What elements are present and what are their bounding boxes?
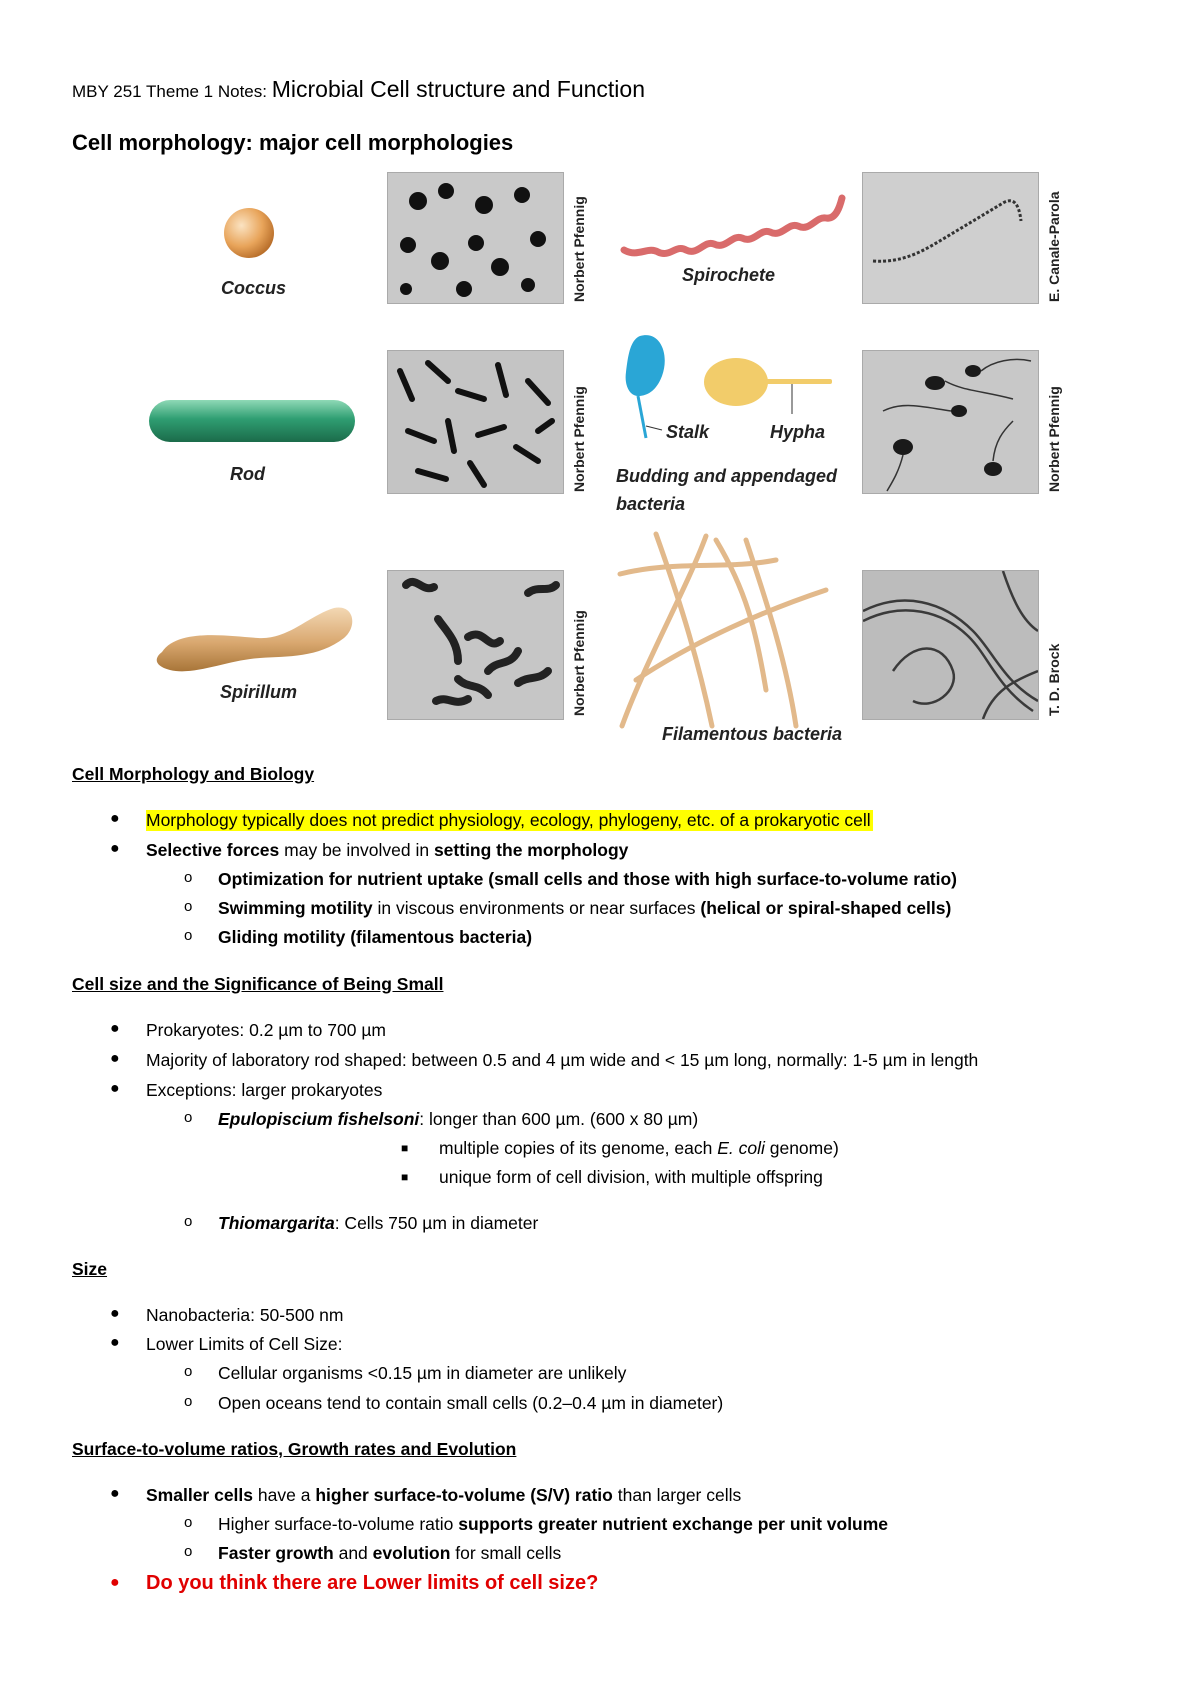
bold-span: setting the morphology	[433, 840, 629, 860]
section-heading-cell-size: Cell size and the Significance of Being Small	[72, 974, 444, 994]
s4-sub-2: o Faster growth and evolution for small cells	[184, 1543, 562, 1563]
text-span: genome)	[764, 1138, 839, 1158]
text-span: : longer than 600 µm. (600 x 80 µm)	[419, 1109, 699, 1129]
s4-bullet-1: ● Smaller cells have a higher surface-to-volume (S/V) ratio than larger cells	[110, 1485, 742, 1505]
text-span: Higher surface-to-volume ratio	[218, 1514, 459, 1534]
spirochete-label: Spirochete	[682, 265, 776, 285]
s3-bullet-2: ● Lower Limits of Cell Size:	[110, 1334, 343, 1354]
s2-bullet-2: ● Majority of laboratory rod shaped: between 0.5 and 4 µm wide and < 15 µm long, normally: 1-5 µm in length	[110, 1050, 979, 1070]
title-main: Microbial Cell structure and Function	[271, 76, 645, 102]
filamentous-illustration	[616, 530, 836, 730]
s2-bullet-1: ● Prokaryotes: 0.2 µm to 700 µm	[110, 1020, 386, 1040]
section-subtitle: Cell morphology: major cell morphologies	[72, 130, 514, 155]
text-span: Open oceans tend to contain small cells (0.2–0.4 µm in diameter)	[218, 1393, 724, 1413]
text-span: may be involved in	[279, 840, 434, 860]
s1-sub-3: o Gliding motility (filamentous bacteria)	[184, 927, 533, 947]
budding-label-line2: bacteria	[616, 494, 686, 514]
s1-sub-1: o Optimization for nutrient uptake (small cells and those with high surface-to-volume ratio)	[184, 869, 957, 889]
s3-sub-1: o Cellular organisms <0.15 µm in diameter are unlikely	[184, 1363, 627, 1383]
text-span: Nanobacteria: 50-500 nm	[146, 1305, 344, 1325]
coccus-credit: Norbert Pfennig	[571, 196, 587, 302]
s1-bullet-1: ● Morphology typically does not predict physiology, ecology, phylogeny, etc. of a prokaryotic cell	[110, 810, 871, 830]
bold-span: evolution	[372, 1543, 451, 1563]
bold-span: Smaller cells	[146, 1485, 254, 1505]
bold-span: Faster growth	[218, 1543, 334, 1563]
text-span: Cellular organisms <0.15 µm in diameter are unlikely	[218, 1363, 627, 1383]
spirillum-credit: Norbert Pfennig	[571, 610, 587, 716]
s1-bullet-2: ● Selective forces may be involved in setting the morphology	[110, 840, 629, 860]
s3-sub-2: o Open oceans tend to contain small cells (0.2–0.4 µm in diameter)	[184, 1393, 724, 1413]
text-span: : Cells 750 µm in diameter	[334, 1213, 539, 1233]
bold-span: Selective forces	[146, 840, 280, 860]
question-text: Do you think there are Lower limits of cell size?	[146, 1572, 599, 1594]
bold-span: Optimization for nutrient uptake (small cells and those with high surface-to-volume ratio)	[218, 869, 957, 889]
coccus-micrograph	[387, 172, 564, 304]
budding-micrograph	[862, 350, 1039, 494]
species-name: Thiomargarita	[218, 1213, 335, 1233]
budding-label-line1: Budding and appendaged	[616, 466, 837, 486]
spirochete-credit: E. Canale-Parola	[1046, 191, 1062, 302]
s2-sub-2: o Thiomargarita: Cells 750 µm in diameter	[184, 1213, 539, 1233]
species-name: E. coli	[717, 1138, 765, 1158]
s2-bullet-3: ● Exceptions: larger prokaryotes	[110, 1080, 383, 1100]
text-span: unique form of cell division, with multiple offspring	[439, 1167, 823, 1187]
bold-span: Gliding motility (filamentous bacteria)	[218, 927, 533, 947]
s2-sub-1: o Epulopiscium fishelsoni: longer than 600 µm. (600 x 80 µm)	[184, 1109, 699, 1129]
spirochete-illustration	[618, 188, 848, 272]
s4-sub-1: o Higher surface-to-volume ratio supports greater nutrient exchange per unit volume	[184, 1514, 889, 1534]
coccus-label: Coccus	[221, 278, 287, 298]
text-span: in viscous environments or near surfaces	[372, 898, 701, 918]
spirillum-illustration	[148, 596, 358, 674]
rod-label: Rod	[230, 464, 265, 484]
bold-span: Swimming motility	[218, 898, 373, 918]
course-prefix: MBY 251 Theme 1 Notes:	[72, 82, 267, 101]
rod-credit: Norbert Pfennig	[571, 386, 587, 492]
text-span: multiple copies of its genome, each	[439, 1138, 718, 1158]
s1-sub-2: o Swimming motility in viscous environments or near surfaces (helical or spiral-shaped cells)	[184, 898, 952, 918]
s3-bullet-1: ● Nanobacteria: 50-500 nm	[110, 1305, 344, 1325]
bold-span: (helical or spiral-shaped cells)	[700, 898, 952, 918]
stalk-label: Stalk	[666, 422, 710, 442]
bold-span: higher surface-to-volume (S/V) ratio	[315, 1485, 613, 1505]
highlighted-text: Morphology typically does not predict physiology, ecology, phylogeny, etc. of a prokaryotic cell	[146, 810, 871, 830]
hypha-label: Hypha	[770, 422, 826, 442]
filamentous-label: Filamentous bacteria	[662, 724, 843, 744]
section-heading-morphology-biology: Cell Morphology and Biology	[72, 764, 315, 784]
section-heading-size: Size	[72, 1259, 108, 1279]
s2-subsub-2: ■ unique form of cell division, with multiple offspring	[401, 1167, 823, 1187]
text-span: than larger cells	[612, 1485, 742, 1505]
filamentous-credit: T. D. Brock	[1046, 643, 1062, 716]
bold-span: supports greater nutrient exchange per unit volume	[458, 1514, 889, 1534]
text-span: Lower Limits of Cell Size:	[146, 1334, 343, 1354]
spirillum-label: Spirillum	[220, 682, 298, 702]
rod-illustration	[147, 398, 357, 446]
text-span: Majority of laboratory rod shaped: between 0.5 and 4 µm wide and < 15 µm long, normally: 1-5 µm in length	[146, 1050, 979, 1070]
s4-bullet-2-question: ● Do you think there are Lower limits of cell size?	[110, 1572, 599, 1594]
morphology-figure	[0, 0, 1200, 760]
text-span: Exceptions: larger prokaryotes	[146, 1080, 383, 1100]
text-span: have a	[253, 1485, 316, 1505]
text-span: Prokaryotes: 0.2 µm to 700 µm	[146, 1020, 386, 1040]
spirillum-micrograph	[387, 570, 564, 720]
text-span: for small cells	[450, 1543, 562, 1563]
section-heading-surface-volume: Surface-to-volume ratios, Growth rates and Evolution	[72, 1439, 517, 1459]
species-name: Epulopiscium fishelsoni	[218, 1109, 420, 1129]
s2-subsub-1: ■ multiple copies of its genome, each E. coli genome)	[401, 1138, 839, 1158]
spirochete-micrograph	[862, 172, 1039, 304]
rod-micrograph	[387, 350, 564, 494]
filamentous-micrograph	[862, 570, 1039, 720]
coccus-illustration	[222, 206, 278, 262]
text-span: and	[333, 1543, 373, 1563]
budding-credit: Norbert Pfennig	[1046, 386, 1062, 492]
